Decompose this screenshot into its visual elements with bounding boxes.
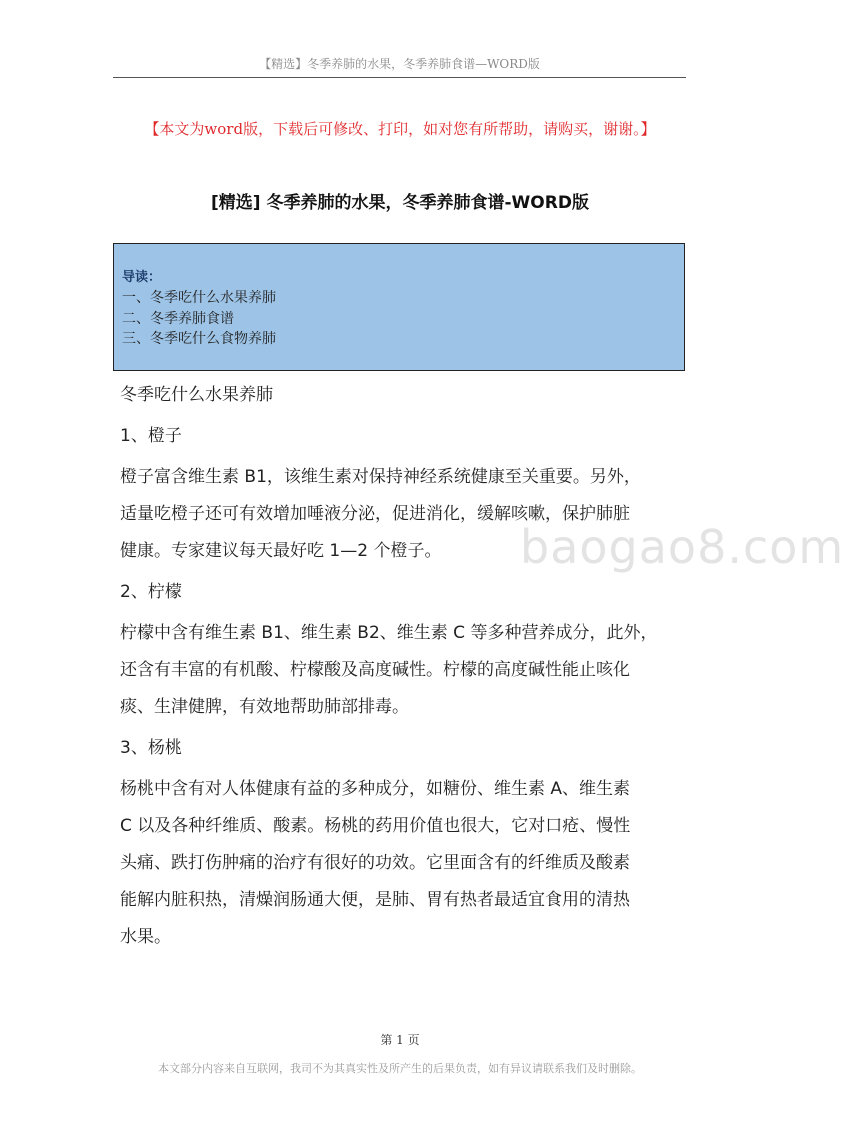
body-line: 健康。专家建议每天最好吃 1—2 个橙子。 (120, 541, 442, 561)
toc-item: 一、冬季吃什么水果养肺 (122, 290, 276, 306)
body-line: 能解内脏积热，清燥润肠通大便，是肺、胃有热者最适宜食用的清热 (120, 890, 630, 910)
body-line: 适量吃橙子还可有效增加唾液分泌，促进消化，缓解咳嗽，保护肺脏 (120, 504, 630, 524)
toc-item: 二、冬季养肺食谱 (122, 310, 234, 327)
body-line: 水果。 (120, 927, 171, 947)
page-number: 第 1 页 (380, 1033, 420, 1047)
item-heading: 1、橙子 (120, 426, 182, 446)
body-line: 头痛、跌打伤肿痛的治疗有很好的功效。它里面含有的纤维质及酸素 (120, 853, 630, 873)
running-header: 【精选】冬季养肺的水果，冬季养肺食谱—WORD版 (113, 55, 686, 78)
document-title: [精选] 冬季养肺的水果，冬季养肺食谱-WORD版 (211, 193, 589, 213)
body-line: 痰、生津健脾，有效地帮助肺部排毒。 (120, 697, 409, 717)
body-line: 橙子富含维生素 B1，该维生素对保持神经系统健康至关重要。另外， (120, 467, 641, 487)
footer-disclaimer: 本文部分内容来自互联网，我司不为其真实性及所产生的后果负责，如有异议请联系我们及时删除。 (158, 1062, 642, 1075)
toc-heading: 导读： (122, 270, 162, 285)
toc-item: 三、冬季吃什么食物养肺 (122, 331, 276, 347)
body-line: 杨桃中含有对人体健康有益的多种成分，如糖份、维生素 A、维生素 (120, 779, 631, 799)
section-title: 冬季吃什么水果养肺 (120, 385, 273, 405)
body-line: 柠檬中含有维生素 B1、维生素 B2、维生素 C 等多种营养成分，此外， (120, 623, 658, 643)
toc-box (113, 243, 685, 371)
item-heading: 3、杨桃 (120, 738, 182, 758)
purchase-notice: 【本文为word版，下载后可修改、打印，如对您有所帮助，请购买，谢谢。】 (144, 120, 656, 138)
body-line: 还含有丰富的有机酸、柠檬酸及高度碱性。柠檬的高度碱性能止咳化 (120, 660, 630, 680)
watermark: baogao8.com (520, 520, 844, 574)
item-heading: 2、柠檬 (120, 582, 182, 602)
body-line: C 以及各种纤维质、酸素。杨桃的药用价值也很大，它对口疮、慢性 (120, 816, 631, 836)
article-body (120, 377, 692, 956)
